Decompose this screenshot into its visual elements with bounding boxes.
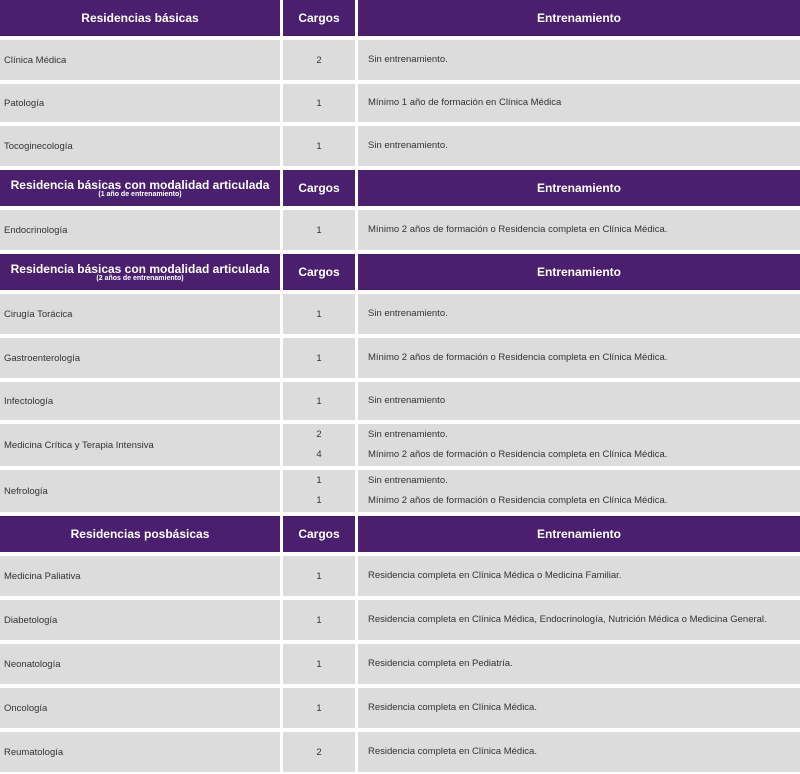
section-header-residencias-posbasicas <box>0 516 280 552</box>
row-cargos: 1 1 <box>283 470 355 512</box>
row-name: Neonatología <box>0 644 280 684</box>
row-name: Medicina Paliativa <box>0 556 280 596</box>
row-training: Mínimo 2 años de formación o Residencia completa en Clínica Médica. <box>358 338 800 378</box>
row-cargos: 1 <box>283 688 355 728</box>
row-cargos: 1 <box>283 126 355 166</box>
row-training: Residencia completa en Clínica Médica, Endocrinología, Nutrición Médica o Medicina General. <box>358 600 800 640</box>
row-name: Patología <box>0 84 280 122</box>
header-subtitle: (1 año de entrenamiento) <box>98 190 182 198</box>
header-subtitle: (2 años de entrenamiento) <box>96 274 184 282</box>
row-training: Residencia completa en Pediatría. <box>358 644 800 684</box>
header-cargos: Cargos <box>283 516 355 552</box>
row-cargos: 1 <box>283 600 355 640</box>
row-name: Infectología <box>0 382 280 420</box>
header-cargos: Cargos <box>283 170 355 206</box>
row-name: Tocoginecología <box>0 126 280 166</box>
header-title: Residencias posbásicas <box>70 527 210 541</box>
row-name: Cirugía Torácica <box>0 294 280 334</box>
header-entrenamiento: Entrenamiento <box>358 516 800 552</box>
section-header-residencias-basicas <box>0 0 280 36</box>
row-training: Mínimo 2 años de formación o Residencia completa en Clínica Médica. <box>358 210 800 250</box>
row-cargos: 1 <box>283 382 355 420</box>
row-training: Residencia completa en Clínica Médica o Medicina Familiar. <box>358 556 800 596</box>
row-training: Sin entrenamiento. <box>358 40 800 80</box>
row-name: Endocrinología <box>0 210 280 250</box>
row-training: Residencia completa en Clínica Médica. <box>358 732 800 772</box>
row-name: Nefrología <box>0 470 280 512</box>
header-title: Residencias básicas <box>81 11 199 25</box>
row-training: Sin entrenamiento. Mínimo 2 años de formación o Residencia completa en Clínica Médica. <box>358 424 800 466</box>
row-cargos: 1 <box>283 210 355 250</box>
section-header-modalidad-articulada-1 <box>0 170 280 206</box>
row-cargos: 2 <box>283 40 355 80</box>
header-title: Residencia básicas con modalidad articulada <box>10 177 270 192</box>
row-name: Gastroenterología <box>0 338 280 378</box>
row-cargos: 1 <box>283 294 355 334</box>
row-training: Sin entrenamiento. <box>358 126 800 166</box>
row-cargos: 1 <box>283 84 355 122</box>
header-entrenamiento: Entrenamiento <box>358 170 800 206</box>
row-training: Sin entrenamiento. Mínimo 2 años de formación o Residencia completa en Clínica Médica. <box>358 470 800 512</box>
row-cargos: 1 <box>283 338 355 378</box>
header-cargos: Cargos <box>283 254 355 290</box>
row-training: Mínimo 1 año de formación en Clínica Médica <box>358 84 800 122</box>
header-entrenamiento: Entrenamiento <box>358 254 800 290</box>
row-name: Clínica Médica <box>0 40 280 80</box>
row-name: Oncología <box>0 688 280 728</box>
row-cargos: 2 <box>283 732 355 772</box>
row-cargos: 2 4 <box>283 424 355 466</box>
row-name: Medicina Crítica y Terapia Intensiva <box>0 424 280 466</box>
header-title: Residencia básicas con modalidad articulada <box>10 261 270 276</box>
row-training: Sin entrenamiento <box>358 382 800 420</box>
row-cargos: 1 <box>283 556 355 596</box>
section-header-modalidad-articulada-2 <box>0 254 280 290</box>
row-training: Residencia completa en Clínica Médica. <box>358 688 800 728</box>
row-name: Reumatología <box>0 732 280 772</box>
header-cargos: Cargos <box>283 0 355 36</box>
row-cargos: 1 <box>283 644 355 684</box>
row-training: Sin entrenamiento. <box>358 294 800 334</box>
header-entrenamiento: Entrenamiento <box>358 0 800 36</box>
row-name: Diabetología <box>0 600 280 640</box>
